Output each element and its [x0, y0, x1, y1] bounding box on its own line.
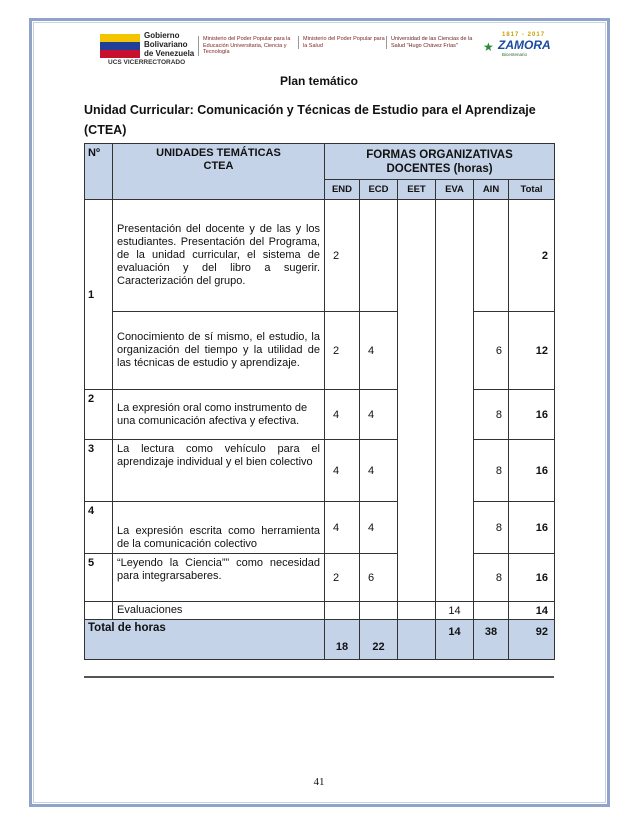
table-row [85, 390, 555, 440]
cell-end: 4 [325, 502, 360, 554]
row-topic: “Leyendo la Ciencia”” como necesidad para integrarsaberes. [113, 554, 325, 602]
subheader-total: Total [509, 180, 555, 200]
gov-line-1: Gobierno [144, 31, 180, 40]
header-num: Nº [85, 144, 113, 200]
page-number: 41 [313, 776, 325, 788]
cell-ain: 8 [474, 502, 509, 554]
gov-line-2: Bolivariano [144, 40, 188, 49]
totals-ecd: 22 [360, 620, 398, 660]
ministry-health: Ministerio del Poder Popular para la Salud [298, 36, 385, 49]
cell-total: 16 [509, 502, 555, 554]
cell-end: 2 [325, 200, 360, 312]
cell-ecd: 4 [360, 440, 398, 502]
cell-end: 4 [325, 390, 360, 440]
cell-total: 16 [509, 440, 555, 502]
table-row [85, 312, 555, 390]
evaluations-row [85, 602, 555, 620]
university-name: Universidad de las Ciencias de la Salud "Hugo Chávez Frías" [386, 36, 477, 49]
header-forms-line2: DOCENTES (horas) [386, 162, 493, 175]
evaluations-total: 14 [509, 602, 555, 620]
row-number: 4 [85, 502, 113, 554]
row-number: 3 [85, 440, 113, 502]
evaluations-eva: 14 [436, 602, 474, 620]
evaluations-num-empty [85, 602, 113, 620]
cell-eva-merged [436, 200, 474, 602]
totals-end: 18 [325, 620, 360, 660]
cell-end: 2 [325, 554, 360, 602]
table-row [85, 554, 555, 602]
cell-ain: 6 [474, 312, 509, 390]
table-row [85, 440, 555, 502]
header-forms-line1: FORMAS ORGANIZATIVAS [366, 148, 513, 161]
evaluations-label: Evaluaciones [113, 602, 325, 620]
page-title: Plan temático [279, 74, 359, 88]
cell-total: 2 [509, 200, 555, 312]
star-icon: ★ [483, 40, 494, 54]
totals-eet-empty [398, 620, 436, 660]
cell-end: 2 [325, 312, 360, 390]
table-row [85, 502, 555, 554]
header-forms [325, 144, 555, 180]
cell-ain: 8 [474, 390, 509, 440]
cell-ain [474, 200, 509, 312]
cell-ecd [360, 200, 398, 312]
row-topic: La lectura como vehículo para el aprendizaje individual y el bien colectivo [113, 440, 325, 502]
ucs-label: UCS VICERRECTORADO [108, 59, 186, 66]
cell-ain: 8 [474, 440, 509, 502]
zamora-years: 1817 - 2017 [502, 32, 546, 38]
row-number: 5 [85, 554, 113, 602]
table-bottom-rule [84, 676, 554, 678]
header-units-line1: UNIDADES TEMÁTICAS [156, 147, 281, 159]
cell-ecd: 4 [360, 390, 398, 440]
table-row [85, 200, 555, 312]
cell-end: 4 [325, 440, 360, 502]
row-topic: La expresión oral como instrumento de una comunicación afectiva y efectiva. [113, 390, 325, 440]
totals-eva: 14 [436, 620, 474, 660]
cell-total: 16 [509, 390, 555, 440]
venezuela-flag-icon [100, 34, 140, 58]
cell-eet-merged [398, 200, 436, 602]
evaluations-ecd-empty [360, 602, 398, 620]
gov-line-3: de Venezuela [144, 49, 195, 58]
ministry-education: Ministerio del Poder Popular para la Educación Universitaria, Ciencia y Tecnología [198, 36, 295, 56]
evaluations-eet-empty [398, 602, 436, 620]
cell-ain: 8 [474, 554, 509, 602]
row-topic: Conocimiento de sí mismo, el estudio, la organización del tiempo y la utilidad de las técnicas de estudio y aprendizaje. [113, 312, 325, 390]
subheader-eva: EVA [436, 180, 474, 200]
header-logos [100, 30, 555, 68]
cell-ecd: 4 [360, 312, 398, 390]
row-number: 1 [85, 200, 113, 390]
totals-row [85, 620, 555, 660]
subheader-ain: AIN [474, 180, 509, 200]
row-topic: Presentación del docente y de las y los estudiantes. Presentación del Programa, de la unidad curricular, el sistema de evaluación y del libro a sugerir. Caracterización del grupo. [113, 200, 325, 312]
row-number: 2 [85, 390, 113, 440]
zamora-name: ZAMORA [498, 38, 551, 52]
evaluations-ain-empty [474, 602, 509, 620]
zamora-sub: Bicentenario [502, 52, 528, 57]
subheader-end: END [325, 180, 360, 200]
cell-ecd: 4 [360, 502, 398, 554]
plan-table [84, 143, 555, 660]
totals-ain: 38 [474, 620, 509, 660]
subheader-eet: EET [398, 180, 436, 200]
evaluations-end-empty [325, 602, 360, 620]
subject-heading: Unidad Curricular: Comunicación y Técnicas de Estudio para el Aprendizaje (CTEA) [84, 103, 536, 137]
subheader-ecd: ECD [360, 180, 398, 200]
totals-total: 92 [509, 620, 555, 660]
row-topic: La expresión escrita como herramienta de la comunicación colectivo [113, 502, 325, 554]
header-units-line2: CTEA [203, 160, 234, 172]
cell-ecd: 6 [360, 554, 398, 602]
totals-label: Total de horas [85, 620, 325, 660]
cell-total: 16 [509, 554, 555, 602]
header-units [113, 144, 325, 200]
cell-total: 12 [509, 312, 555, 390]
